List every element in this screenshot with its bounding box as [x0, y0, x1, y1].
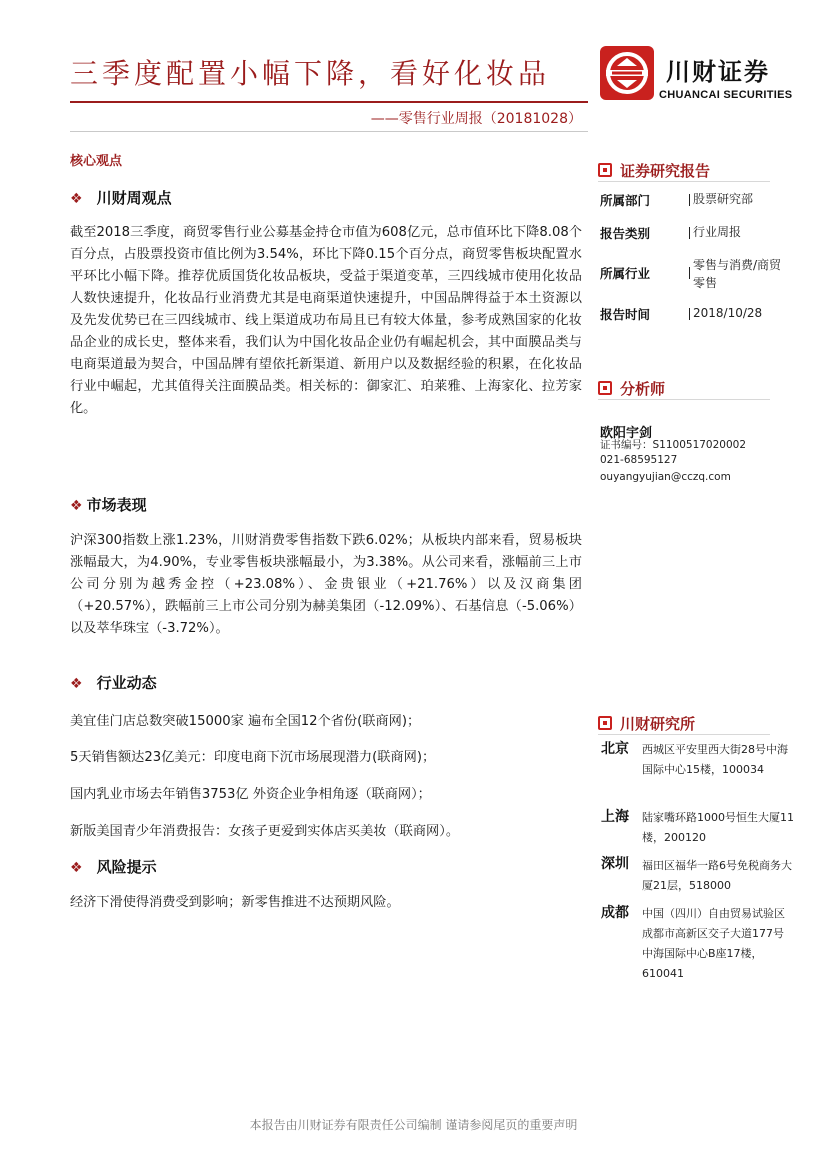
office-city-chengdu: 成都: [601, 905, 629, 921]
section-marker-icon: [598, 716, 612, 730]
market-paragraph: 沪深300指数上涨1.23%，川财消费零售指数下跌6.02%；从板块内部来看，贸易板块涨幅最大，为4.90%，专业零售板块涨幅最小，为3.38%。从公司来看，涨幅前三上市公司分别为越秀金控（+23.08%）、金贵银业（+21.76%）以及汉商集团（+20.57%），跌幅前三上市公司分别为赫美集团（-12.09%）、石基信息（-5.06%）以及萃华珠宝（-3.72%）。: [70, 533, 582, 636]
info-label-category: 报告类别: [600, 226, 651, 241]
analyst-name: 欧阳宇剑: [600, 426, 653, 441]
risk-paragraph: 经济下滑使得消费受到影响；新零售推进不达预期风险。: [70, 895, 400, 910]
office-address-chengdu: 中国（四川）自由贸易试验区成都市高新区交子大道177号中海国际中心B座17楼，610041: [642, 907, 785, 980]
info-label-industry: 所属行业: [600, 266, 651, 281]
section-marker-icon: [598, 163, 612, 177]
info-value-date: 2018/10/28: [693, 306, 763, 320]
section-heading-risk: ❖ 风险提示: [70, 858, 157, 876]
info-label-date: 报告时间: [600, 307, 651, 322]
info-separator: [689, 308, 690, 320]
news-item: 5天销售额达23亿美元：印度电商下沉市场展现潜力(联商网)；: [70, 750, 436, 765]
sidebar-heading-report: 证券研究报告: [598, 160, 710, 181]
sidebar-heading-institute: 川财研究所: [598, 713, 695, 734]
sidebar-divider: [598, 181, 770, 182]
subtitle-divider: [70, 131, 588, 132]
news-item: 国内乳业市场去年销售3753亿 外资企业争相角逐（联商网）；: [70, 787, 431, 802]
office-address-shanghai: 陆家嘴环路1000号恒生大厦11楼，200120: [642, 811, 794, 844]
office-address-shenzhen: 福田区福华一路6号免税商务大厦21层，518000: [642, 859, 792, 892]
info-value-category: 行业周报: [693, 225, 742, 239]
logo-text-cn: 川财证券: [666, 58, 770, 86]
diamond-bullet-icon: ❖: [70, 860, 83, 876]
logo-text-en: CHUANCAI SECURITIES: [659, 89, 793, 101]
analyst-phone: 021-68595127: [600, 454, 678, 466]
diamond-bullet-icon: ❖: [70, 676, 83, 692]
diamond-bullet-icon: ❖: [70, 498, 83, 514]
sidebar-divider: [598, 734, 770, 735]
section-marker-icon: [598, 381, 612, 395]
diamond-bullet-icon: ❖: [70, 191, 83, 207]
report-subtitle: ——零售行业周报（20181028）: [370, 111, 582, 127]
report-title: 三季度配置小幅下降，看好化妆品: [70, 57, 551, 90]
office-city-shanghai: 上海: [601, 809, 629, 825]
info-separator: [689, 194, 690, 206]
weekly-view-paragraph: 截至2018三季度，商贸零售行业公募基金持仓市值为608亿元，总市值环比下降8.08个百分点，占股票投资市值比例为3.54%，环比下降0.15个百分点，商贸零售板块配置水平环比小幅下降。推荐优质国货化妆品板块，受益于渠道变革，三四线城市使用化妆品人数快速提升，化妆品行业消费尤其是电商渠道快速提升，中国品牌得益于本土资源以及先发优势已在三四线城市、线上渠道成功布局且已有较大体量，参考成熟国家的化妆品企业的成长史，整体来看，我们认为中国化妆品企业仍有崛起机会，其中面膜品类与电商渠道最为契合，中国品牌有望依托新渠道、新用户以及数据经验的积累，在化妆品行业中崛起，尤其值得关注面膜品类。相关标的：御家汇、珀莱雅、上海家化、拉芳家化。: [70, 225, 582, 416]
info-separator: [689, 267, 690, 279]
section-heading-weekly-view: ❖ 川财周观点: [70, 189, 172, 207]
analyst-email[interactable]: ouyangyujian@cczq.com: [600, 471, 731, 483]
info-separator: [689, 227, 690, 239]
sidebar-heading-analyst: 分析师: [598, 378, 665, 399]
core-view-label: 核心观点: [70, 154, 123, 169]
header-divider: [70, 101, 588, 103]
info-label-department: 所属部门: [600, 193, 651, 208]
analyst-cert: 证书编号：S1100517020002: [600, 439, 747, 451]
sidebar-divider: [598, 399, 770, 400]
info-value-industry: 零售与消费/商贸零售: [693, 258, 782, 290]
office-city-shenzhen: 深圳: [601, 856, 629, 872]
office-city-beijing: 北京: [601, 741, 629, 757]
section-heading-industry-news: ❖ 行业动态: [70, 674, 157, 692]
office-address-beijing: 西城区平安里西大街28号中海国际中心15楼，100034: [642, 743, 788, 776]
news-item: 美宜佳门店总数突破15000家 遍布全国12个省份(联商网)；: [70, 714, 421, 729]
info-value-department: 股票研究部: [693, 192, 754, 206]
footer-disclaimer: 本报告由川财证券有限责任公司编制 谨请参阅尾页的重要声明: [249, 1118, 578, 1132]
news-item: 新版美国青少年消费报告：女孩子更爱到实体店买美妆（联商网）。: [70, 824, 460, 839]
chuancai-logo-icon: [600, 46, 654, 100]
section-heading-market: ❖ 市场表现: [70, 496, 147, 514]
